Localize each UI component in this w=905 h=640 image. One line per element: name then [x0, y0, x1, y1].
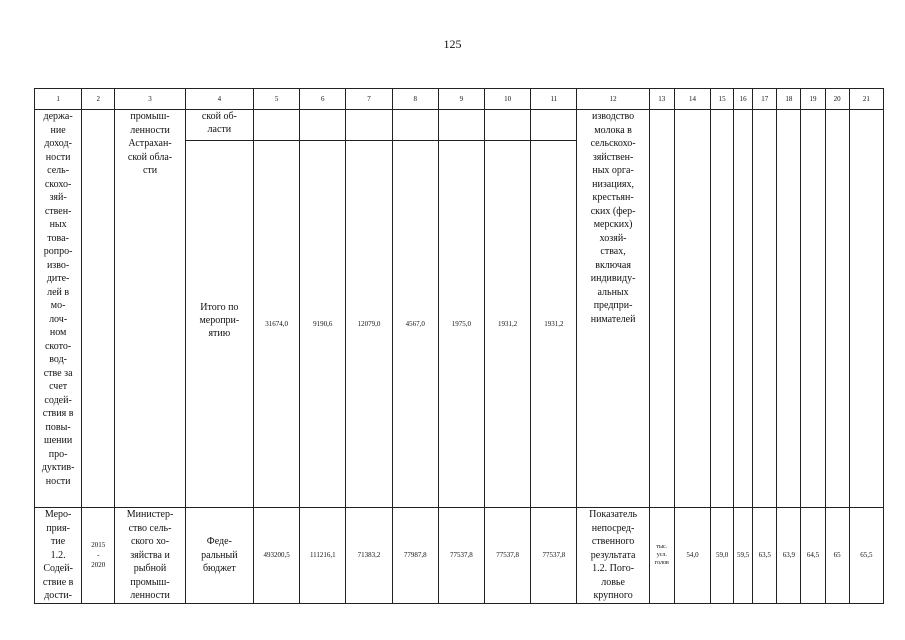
- indicator-value-cell: [734, 110, 753, 508]
- executor-cell: промыш- ленности Астрахан- ской обла- сти: [115, 110, 185, 508]
- header-cell: 6: [300, 89, 346, 110]
- indicator-value-cell: 63,5: [753, 508, 777, 604]
- table-row: [35, 110, 884, 508]
- header-cell: 14: [674, 89, 710, 110]
- header-cell: 18: [777, 89, 801, 110]
- header-cell: 21: [849, 89, 883, 110]
- indicator-value-cell: [825, 110, 849, 508]
- indicator-value-cell: [849, 110, 883, 508]
- unit-cell: тыс. усл. голов: [649, 508, 674, 604]
- measure-title-cell: Меро- прия- тие 1.2. Содей- ствие в дости-: [35, 508, 82, 604]
- header-cell: 3: [115, 89, 185, 110]
- amount-cell: 4567,0: [392, 110, 438, 508]
- unit-cell: [649, 110, 674, 508]
- header-cell: 16: [734, 89, 753, 110]
- header-cell: 4: [185, 89, 253, 110]
- header-cell: 20: [825, 89, 849, 110]
- indicator-value-cell: [777, 110, 801, 508]
- indicator-name-cell: изводство молока в сельскохо- зяйствен- ных орга- низациях, крестьян- ских (фер- мерских) хозяй- ствах, включая индивиду- альных предпри- нимателей: [577, 110, 649, 508]
- header-cell: 7: [346, 89, 392, 110]
- header-cell: 11: [531, 89, 577, 110]
- table-row: [35, 508, 884, 604]
- header-cell: 15: [711, 89, 734, 110]
- amount-cell: 493200,5: [254, 508, 300, 604]
- funding-source-cell: ской об- ласти Итого по меропри- ятию: [185, 110, 253, 508]
- amount-cell: 77537,8: [438, 508, 484, 604]
- amount-cell: 77537,8: [531, 508, 577, 604]
- period-cell: [82, 110, 115, 508]
- header-cell: 10: [485, 89, 531, 110]
- indicator-value-cell: 65,5: [849, 508, 883, 604]
- header-cell: 5: [254, 89, 300, 110]
- indicator-value-cell: 54,0: [674, 508, 710, 604]
- header-cell: 9: [438, 89, 484, 110]
- header-row: [35, 89, 884, 110]
- header-cell: 19: [801, 89, 825, 110]
- amount-cell: 12079,0: [346, 110, 392, 508]
- header-cell: 8: [392, 89, 438, 110]
- period-cell: 2015 - 2020: [82, 508, 115, 604]
- amount-cell: 77987,8: [392, 508, 438, 604]
- header-cell: 1: [35, 89, 82, 110]
- header-cell: 13: [649, 89, 674, 110]
- header-cell: 2: [82, 89, 115, 110]
- indicator-value-cell: [753, 110, 777, 508]
- amount-cell: 9190,6: [300, 110, 346, 508]
- indicator-value-cell: [674, 110, 710, 508]
- indicator-value-cell: 59,0: [711, 508, 734, 604]
- amount-cell: 1975,0: [438, 110, 484, 508]
- header-cell: 17: [753, 89, 777, 110]
- measure-description-cell: держа- ние доход- ности сель- скохо- зяй- ствен- ных това- ропро- изво- дите- лей в мо- лоч- ном ското- вод- стве за счет содей- ствия в повы- шении про- дуктив- ности: [35, 110, 82, 508]
- indicator-name-cell: Показатель непосред- ственного результата 1.2. Пого- ловье крупного: [577, 508, 649, 604]
- amount-cell: 71383,2: [346, 508, 392, 604]
- funding-source-cell: Феде- ральный бюджет: [185, 508, 253, 604]
- program-table: [34, 88, 884, 604]
- amount-cell: 31674,0: [254, 110, 300, 508]
- amount-cell: 111216,1: [300, 508, 346, 604]
- indicator-value-cell: [711, 110, 734, 508]
- indicator-value-cell: 63,9: [777, 508, 801, 604]
- amount-cell: 1931,2: [531, 110, 577, 508]
- amount-cell: 1931,2: [485, 110, 531, 508]
- indicator-value-cell: 65: [825, 508, 849, 604]
- amount-cell: 77537,8: [485, 508, 531, 604]
- header-cell: 12: [577, 89, 649, 110]
- page-number: 125: [443, 37, 462, 51]
- indicator-value-cell: 64,5: [801, 508, 825, 604]
- indicator-value-cell: [801, 110, 825, 508]
- indicator-value-cell: 59,5: [734, 508, 753, 604]
- executor-cell: Министер- ство сель- ского хо- зяйства и рыбной промыш- ленности: [115, 508, 185, 604]
